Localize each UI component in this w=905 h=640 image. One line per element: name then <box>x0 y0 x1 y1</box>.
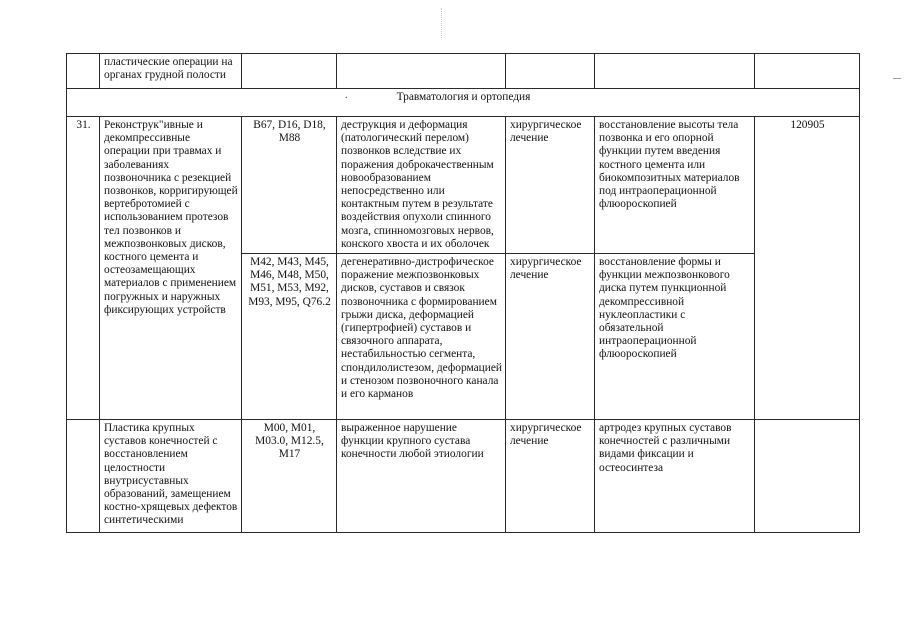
cell-cost-next <box>755 420 860 533</box>
cell-model-31a: деструкция и деформация (патологический перелом) позвонков вследствие их поражения доброкачественным новообразованием непосредственно или контактным путем в результате воздействия опухоли спинного мозга, спинномозговых нервов, конского хвоста и их оболочек <box>337 117 506 254</box>
cell-treatment-31a: хирургическое лечение <box>506 117 595 254</box>
cell-method-next: артродез крупных суставов конечностей с различными видами фиксации и остеосинтеза <box>595 420 755 533</box>
cell-name-top: пластические операции на органах грудной полости <box>100 54 242 89</box>
cell-model-31b: дегенеративно-дистрофическое поражение межпозвонковых дисков, суставов и связок позвоночника с формированием грыжи диска, деформацией (гипертрофией) суставов и связочного аппарата, нестабильностью сегмента, спондилолистезом, деформацией и стенозом позвоночного канала и его карманов <box>337 254 506 420</box>
cell-method-empty <box>595 54 755 89</box>
cell-name-next: Пластика крупных суставов конечностей с восстановлением целостности внутрисуставных образований, замещением костно-хрящевых дефектов синтетическими <box>100 420 242 533</box>
section-title: Травматология и ортопедия <box>396 91 531 103</box>
treatment-table <box>66 53 860 533</box>
cell-treatment-next: хирургическое лечение <box>506 420 595 533</box>
cell-treatment-31b: хирургическое лечение <box>506 254 595 420</box>
edge-scan-mark <box>893 78 901 79</box>
cell-model-empty <box>337 54 506 89</box>
cell-cost-31: 120905 <box>755 117 860 420</box>
cell-model-next: выраженное нарушение функции крупного сустава конечности любой этиологии <box>337 420 506 533</box>
scan-dot: . <box>345 90 348 101</box>
cell-number-31: 31. <box>67 117 100 420</box>
cell-treatment-empty <box>506 54 595 89</box>
cell-codes-empty <box>242 54 337 89</box>
cell-method-31a: восстановление высоты тела позвонка и его опорной функции путем введения костного цемента или биокомпозитных материалов под интраоперационной флюороскопией <box>595 117 755 254</box>
table-row-section <box>67 89 860 117</box>
cell-number-empty <box>67 54 100 89</box>
table-row-next <box>67 420 860 533</box>
page-fold-mark <box>441 8 442 38</box>
table-row-31a <box>67 117 860 254</box>
cell-codes-31b: M42, M43, M45, M46, M48, M50, M51, M53, M92, M93, M95, Q76.2 <box>242 254 337 420</box>
cell-number-next <box>67 420 100 533</box>
cell-name-31: Реконструк"ивные и декомпрессивные операции при травмах и заболеваниях позвоночника с резекцией позвонков, корригирующей вертебротомией с использованием протезов тел позвонков и межпозвонковых дисков, костного цемента и остеозамещающих материалов с применением погружных и наружных фиксирующих устройств <box>100 117 242 420</box>
cell-method-31b: восстановление формы и функции межпозвонкового диска путем пункционной декомпрессивной нуклеопластики с обязательной интраоперационной флюороскопией <box>595 254 755 420</box>
cell-cost-empty <box>755 54 860 89</box>
cell-codes-31a: B67, D16, D18, M88 <box>242 117 337 254</box>
cell-codes-next: M00, M01, M03.0, M12.5, M17 <box>242 420 337 533</box>
table-row-top <box>67 54 860 89</box>
section-header-cell <box>67 89 860 117</box>
